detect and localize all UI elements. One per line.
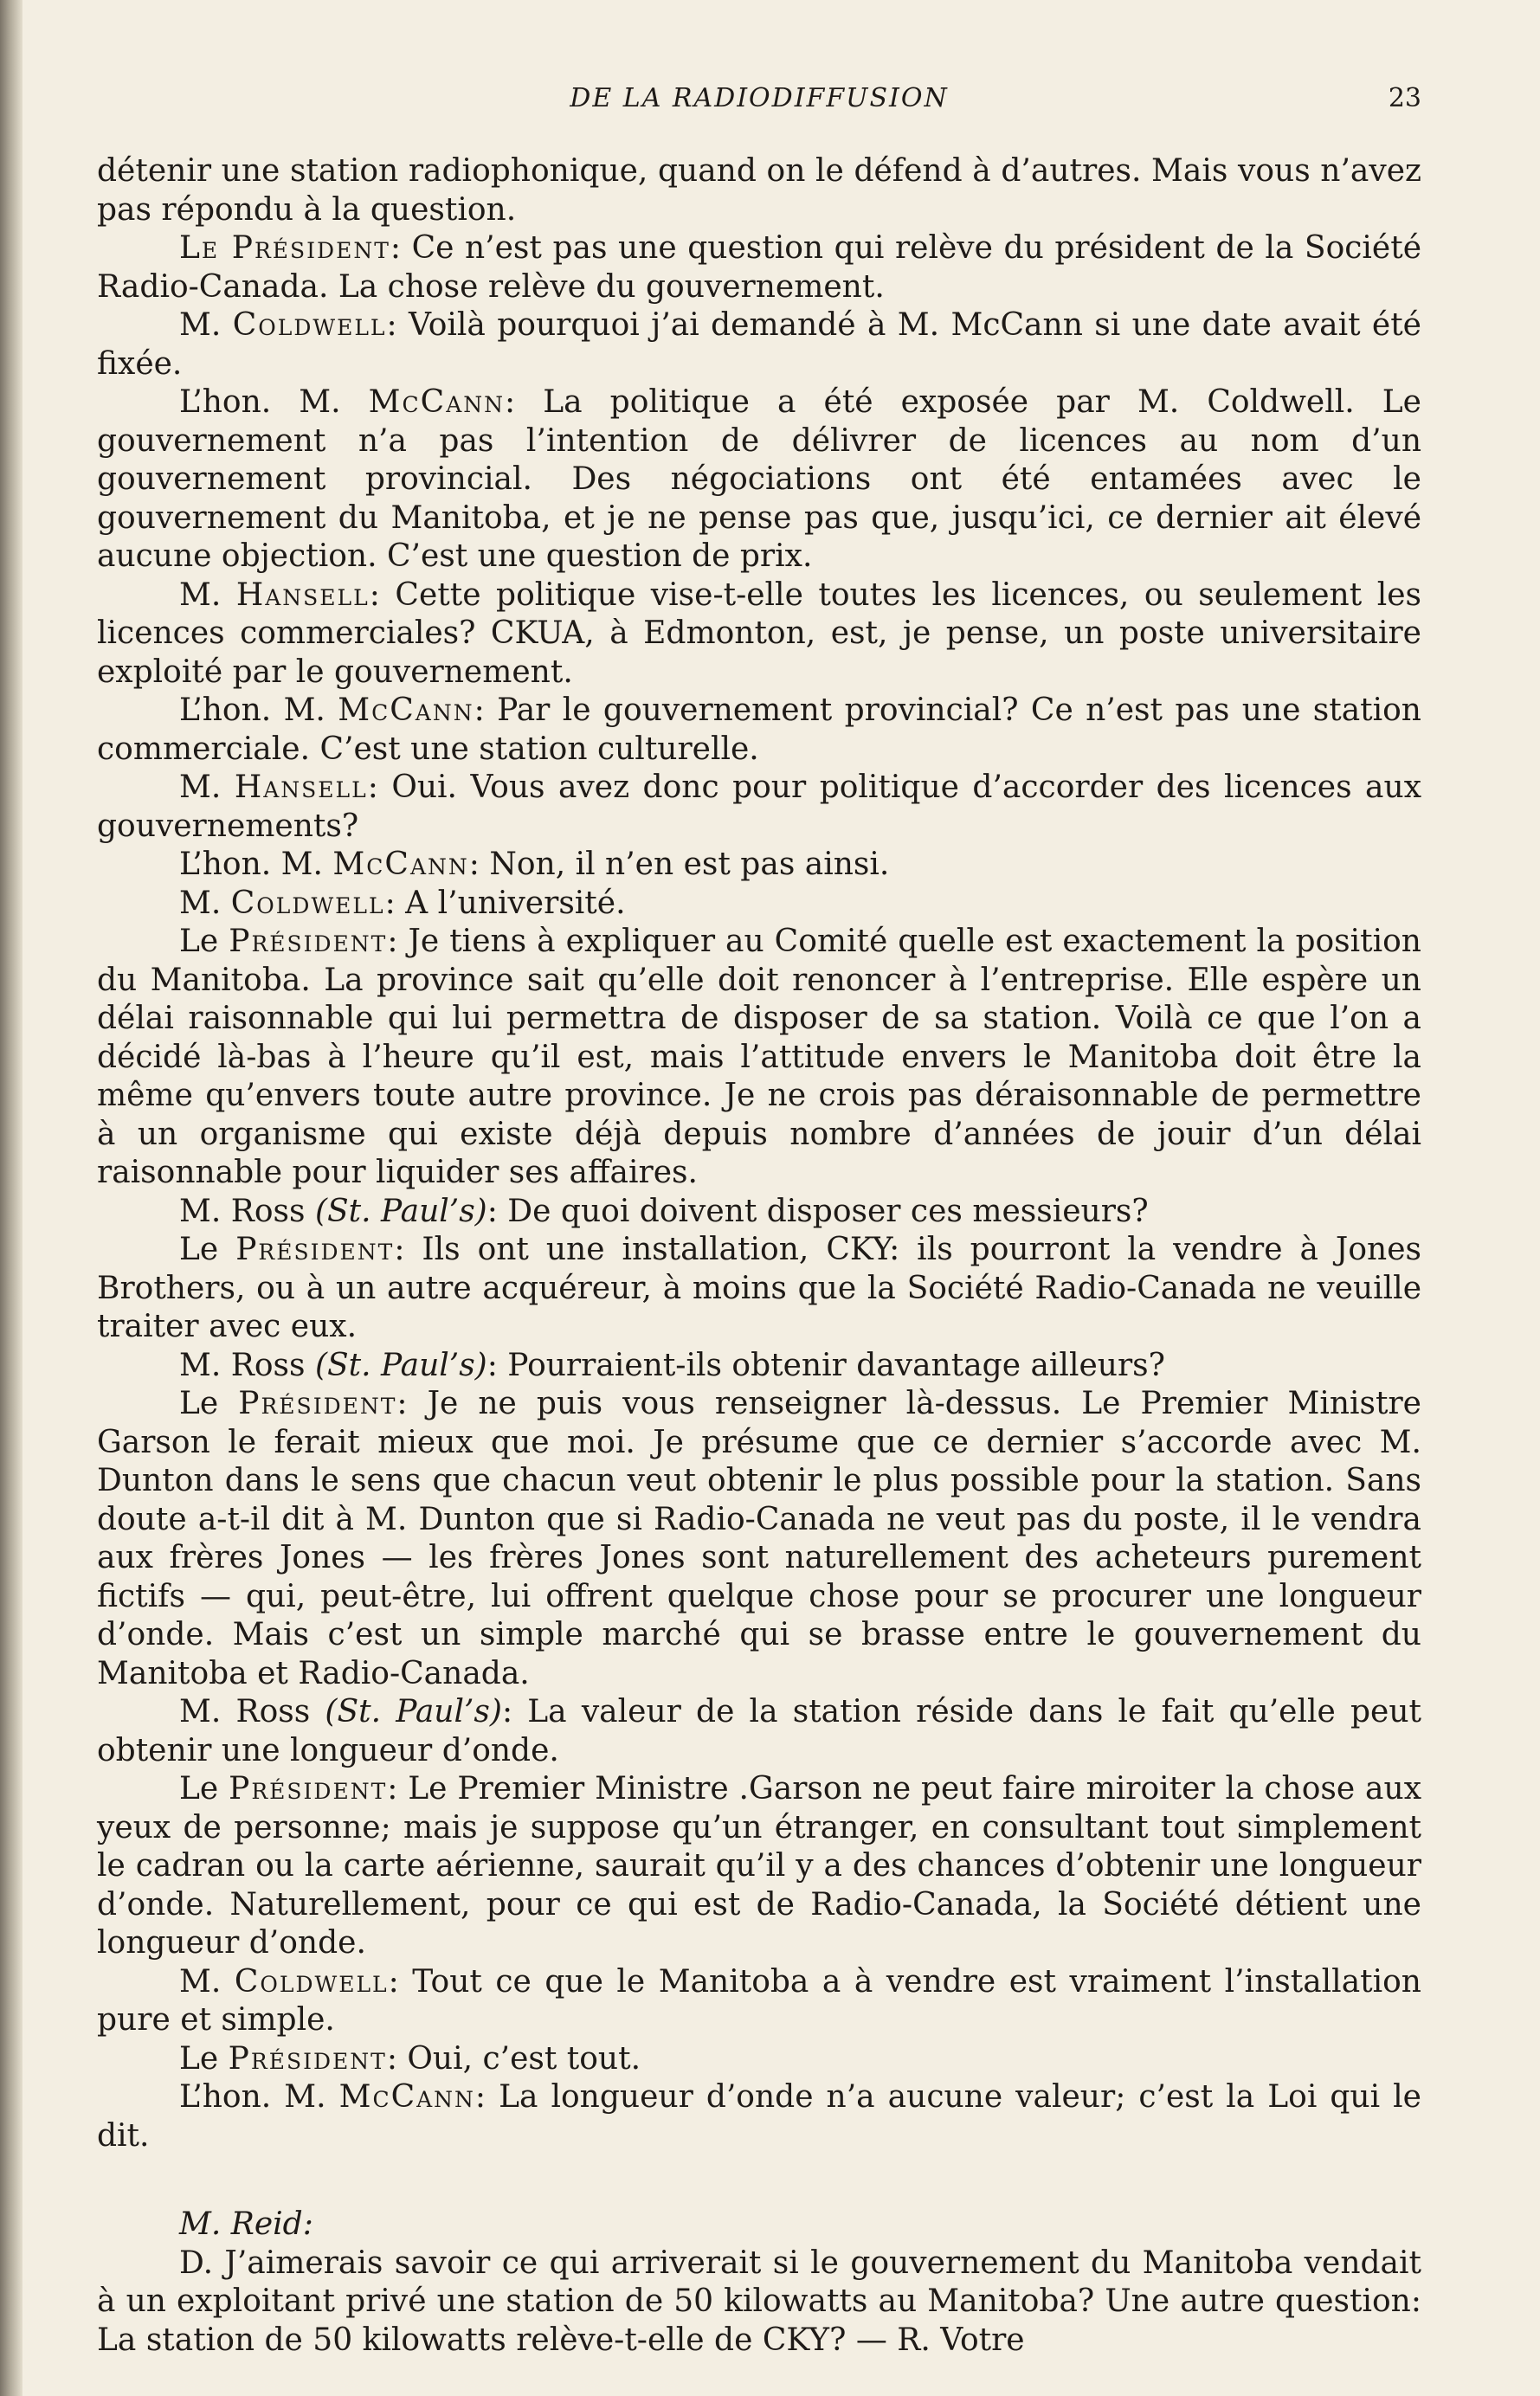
- paragraph: [97, 769, 1421, 846]
- speaker-name: McCann: [338, 2079, 475, 2115]
- speaker-prefix: M.: [179, 770, 222, 805]
- section-gap: [97, 2155, 1421, 2206]
- speaker-name: Coldwell: [230, 885, 385, 921]
- speaker-prefix: Le: [179, 1386, 219, 1421]
- paragraph: [97, 152, 1421, 229]
- paragraph-text: : La longueur d’onde n’a aucune valeur; c’est la Loi qui le dit.: [97, 2079, 1421, 2154]
- speaker-prefix: Le: [179, 924, 219, 959]
- page-binding-shadow: [0, 0, 23, 2396]
- paragraph-text: : Par le gouvernement provincial? Ce n’est pas une station commerciale. C’est une station culturelle.: [97, 692, 1421, 767]
- paragraph-text: : Tout ce que le Manitoba a à vendre est vraiment l’installation pure et simple.: [97, 1963, 1421, 2038]
- paragraph: [97, 1693, 1421, 1770]
- paragraph: [97, 885, 1421, 924]
- speaker-name: Président: [235, 1232, 395, 1267]
- paragraph-text: : Non, il n’en est pas ainsi.: [468, 847, 890, 882]
- paragraph-text: : Pourraient-ils obtenir davantage ailleurs?: [486, 1347, 1165, 1383]
- running-header: [97, 83, 1421, 135]
- questioner-heading: M. Reid:: [179, 2206, 313, 2242]
- document-page: [97, 83, 1421, 2360]
- paragraph-text: : A l’université.: [384, 885, 626, 921]
- paragraph: [97, 1193, 1421, 1232]
- paragraph-text: D. J’aimerais savoir ce qui arriverait si le gouvernement du Manitoba vendait à un exploitant privé une station de 50 kilowatts au Manitoba? Une autre question: La station de 50 kilowatts relève-t-elle de CKY? — R. Votre: [97, 2245, 1421, 2358]
- paragraph: [97, 1347, 1421, 1386]
- speaker-name: Président: [229, 924, 388, 959]
- paragraph-text: : Oui, c’est tout.: [386, 2040, 641, 2077]
- speaker-riding: (St. Paul’s): [314, 1193, 487, 1229]
- speaker-name: Le Président: [179, 230, 390, 266]
- paragraph: [97, 1963, 1421, 2040]
- speaker-name: McCann: [332, 847, 469, 882]
- speaker-name: Hansell: [234, 770, 368, 805]
- paragraph-text: : Ce n’est pas une question qui relève du président de la Société Radio-Canada. La chose relève du gouvernement.: [97, 230, 1421, 305]
- paragraph: [97, 2245, 1421, 2361]
- paragraph-text: : Je ne puis vous renseigner là-dessus. Le Premier Ministre Garson le ferait mieux que moi. Je présume que ce dernier s’accorde avec M. Dunton dans le sens que chacun veut obtenir le plus possible pour la station. Sans doute a-t-il dit à M. Dunton que si Radio-Canada ne veut pas du poste, il le vendra aux frères Jones — les frères Jones sont naturellement des acheteurs purement fictifs — qui, peut-être, lui offrent quelque chose pour se procurer une longueur d’onde. Mais c’est un simple marché qui se brasse entre le gouvernement du Manitoba et Radio-Canada.: [97, 1386, 1421, 1691]
- speaker-prefix: M.: [179, 1963, 222, 2000]
- speaker-name: Coldwell: [234, 1963, 389, 2000]
- speaker-name: M. Ross: [179, 1694, 311, 1729]
- paragraph: [97, 1385, 1421, 1693]
- running-title: DE LA RADIODIFFUSION: [570, 83, 949, 113]
- paragraph: [97, 1770, 1421, 1963]
- paragraph: [97, 1231, 1421, 1347]
- page-number: 23: [1388, 83, 1421, 113]
- paragraph: [97, 229, 1421, 306]
- speaker-name: McCann: [368, 384, 506, 420]
- speaker-name: Coldwell: [232, 307, 387, 343]
- paragraph-text: : Ils ont une installation, CKY: ils pourront la vendre à Jones Brothers, ou à un autre acquéreur, à moins que la Société Radio-Canada ne veuille traiter avec eux.: [97, 1232, 1422, 1344]
- speaker-prefix: M.: [179, 307, 222, 343]
- speaker-prefix: M.: [179, 885, 222, 921]
- speaker-name: M. Ross: [179, 1193, 306, 1229]
- paragraph: [97, 2040, 1421, 2079]
- paragraph-text: : Le Premier Ministre .Garson ne peut faire miroiter la chose aux yeux de personne; mais je suppose qu’un étranger, en consultant tout simplement le cadran ou la carte aérienne, saurait qu’il y a des chances d’obtenir une longueur d’onde. Naturellement, pour ce qui est de Radio-Canada, la Société détient une longueur d’onde.: [97, 1771, 1421, 1961]
- speaker-name: Hansell: [235, 576, 370, 613]
- speaker-name: Président: [228, 2040, 387, 2077]
- paragraph: [97, 846, 1421, 885]
- paragraph-text: : Cette politique vise-t-elle toutes les licences, ou seulement les licences commerciales? CKUA, à Edmonton, est, je pense, un poste universitaire exploité par le gouvernement.: [97, 576, 1421, 690]
- paragraph: [97, 383, 1421, 576]
- paragraph-text: : Oui. Vous avez donc pour politique d’accorder des licences aux gouvernements?: [97, 770, 1422, 844]
- speaker-prefix: Le: [179, 2040, 219, 2077]
- speaker-prefix: L’hon. M.: [179, 2079, 326, 2115]
- paragraph: [97, 306, 1421, 383]
- paragraph-text: détenir une station radiophonique, quand on le défend à d’autres. Mais vous n’avez pas répondu à la question.: [97, 153, 1421, 228]
- speaker-prefix: L’hon. M.: [179, 847, 323, 882]
- speaker-name: M. Ross: [179, 1347, 306, 1383]
- speaker-name: Président: [229, 1771, 388, 1807]
- speaker-riding: (St. Paul’s): [314, 1347, 487, 1383]
- paragraph-text: : Voilà pourquoi j’ai demandé à M. McCann si une date avait été fixée.: [97, 307, 1421, 382]
- paragraph-text: : De quoi doivent disposer ces messieurs?: [486, 1193, 1149, 1229]
- paragraph: [97, 692, 1421, 769]
- paragraph: [97, 2078, 1421, 2155]
- paragraph-text: : Je tiens à expliquer au Comité quelle est exactement la position du Manitoba. La province sait qu’elle doit renoncer à l’entreprise. Elle espère un délai raisonnable qui lui permettra de disposer de sa station. Voilà ce que l’on a décidé là-bas à l’heure qu’il est, mais l’attitude envers le Manitoba doit être la même qu’envers toute autre province. Je ne crois pas déraisonnable de permettre à un organisme qui existe déjà depuis nombre d’années de jouir d’un délai raisonnable pour liquider ses affaires.: [97, 924, 1421, 1190]
- paragraph: [97, 923, 1421, 1193]
- speaker-prefix: M.: [179, 576, 222, 613]
- paragraph-text: : La politique a été exposée par M. Coldwell. Le gouvernement n’a pas l’intention de délivrer de licences au nom d’un gouvernement provincial. Des négociations ont été entamées avec le gouvernement du Manitoba, et je ne pense pas que, jusqu’ici, ce dernier ait élevé aucune objection. C’est une question de prix.: [97, 384, 1421, 574]
- paragraph-text: : La valeur de la station réside dans le fait qu’elle peut obtenir une longueur d’onde.: [97, 1694, 1421, 1768]
- speaker-riding: (St. Paul’s): [325, 1694, 502, 1729]
- speaker-name: Président: [238, 1386, 397, 1421]
- speaker-prefix: L’hon. M.: [179, 692, 325, 728]
- speaker-prefix: L’hon. M.: [179, 384, 341, 420]
- paragraph: [97, 576, 1421, 692]
- speaker-prefix: Le: [179, 1232, 219, 1267]
- speaker-name: McCann: [338, 692, 474, 728]
- speaker-prefix: Le: [179, 1771, 219, 1807]
